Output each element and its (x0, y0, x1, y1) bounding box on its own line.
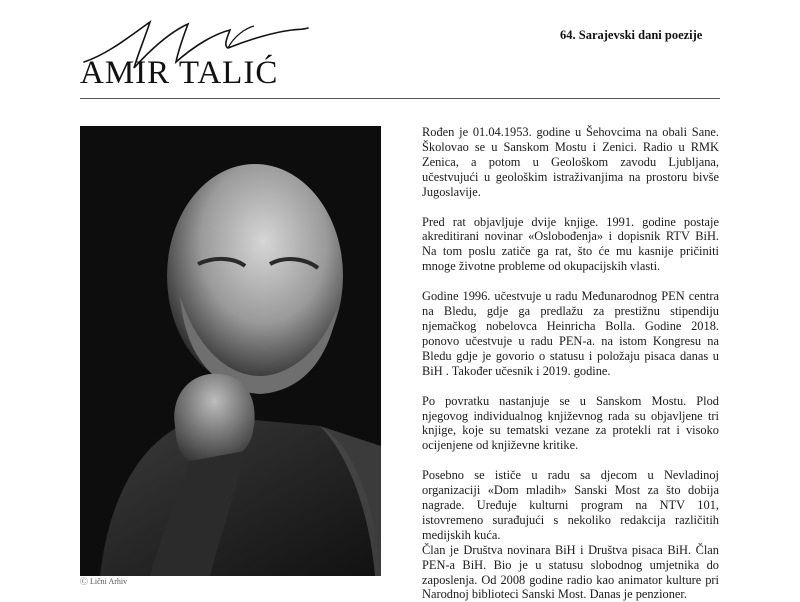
author-name: AMIR TALIĆ (80, 55, 279, 91)
event-title: 64. Sarajevski dani poezije (560, 28, 703, 42)
bio-paragraph: Posebno se ističe u radu sa djecom u Nevladinoj organizaciji «Dom mladih» Sanski Most za što dobija nagrade. Uređuje kulturni program na NTV 101, istovremeno surađujući s nekoliko redakcija različitih medijskih kuća. (422, 468, 719, 542)
header-divider (80, 98, 720, 99)
biography-text (422, 125, 719, 602)
bio-paragraph: Po povratku nastanjuje se u Sanskom Mostu. Plod njegovog individualnog književnog rada su objavljene tri knjige, koje su tematski vezane za protekli rat i visoko ocijenjene od književne kritike. (422, 393, 719, 453)
bio-paragraph: Član je Društva novinara BiH i Društva pisaca BiH. Član PEN-a BiH. Bio je u statusu slobodnog umjetnika do zaposlenja. Od 2008 godine radio kao animator kulture pri Narodnoj biblioteci Sanski Most. Danas je penzioner. (422, 542, 719, 602)
photo-caption: Ⓒ Lični Arhiv (80, 577, 128, 586)
bio-paragraph: Godine 1996. učestvuje u radu Međunarodnog PEN centra na Bledu, gdje ga predlažu za prestižnu stipendiju njemačkog nobelovca Heinricha Bolla. Godine 2018. ponovo učestvuje u radu PEN-a. na istom Kongresu na Bledu gdje je govorio o statusu i položaju pisaca danas u BiH . Također učesnik i 2019. godine. (422, 289, 719, 378)
author-portrait-photo (80, 126, 381, 576)
bio-paragraph: Rođen je 01.04.1953. godine u Šehovcima na obali Sane. Školovao se u Sanskom Mostu i Zenici. Radio u RMK Zenica, a potom u Geološkom zavodu Ljubljana, učestvujući u geološkim istraživanjima na prostoru bivše Jugoslavije. (422, 125, 719, 199)
bio-paragraph: Pred rat objavljuje dvije knjige. 1991. godine postaje akreditirani novinar «Oslobođenja» i dopisnik RTV BiH. Na tom poslu zatiče ga rat, što će mu kasnije pričiniti mnoge životne probleme od okupacijskih vlasti. (422, 214, 719, 274)
